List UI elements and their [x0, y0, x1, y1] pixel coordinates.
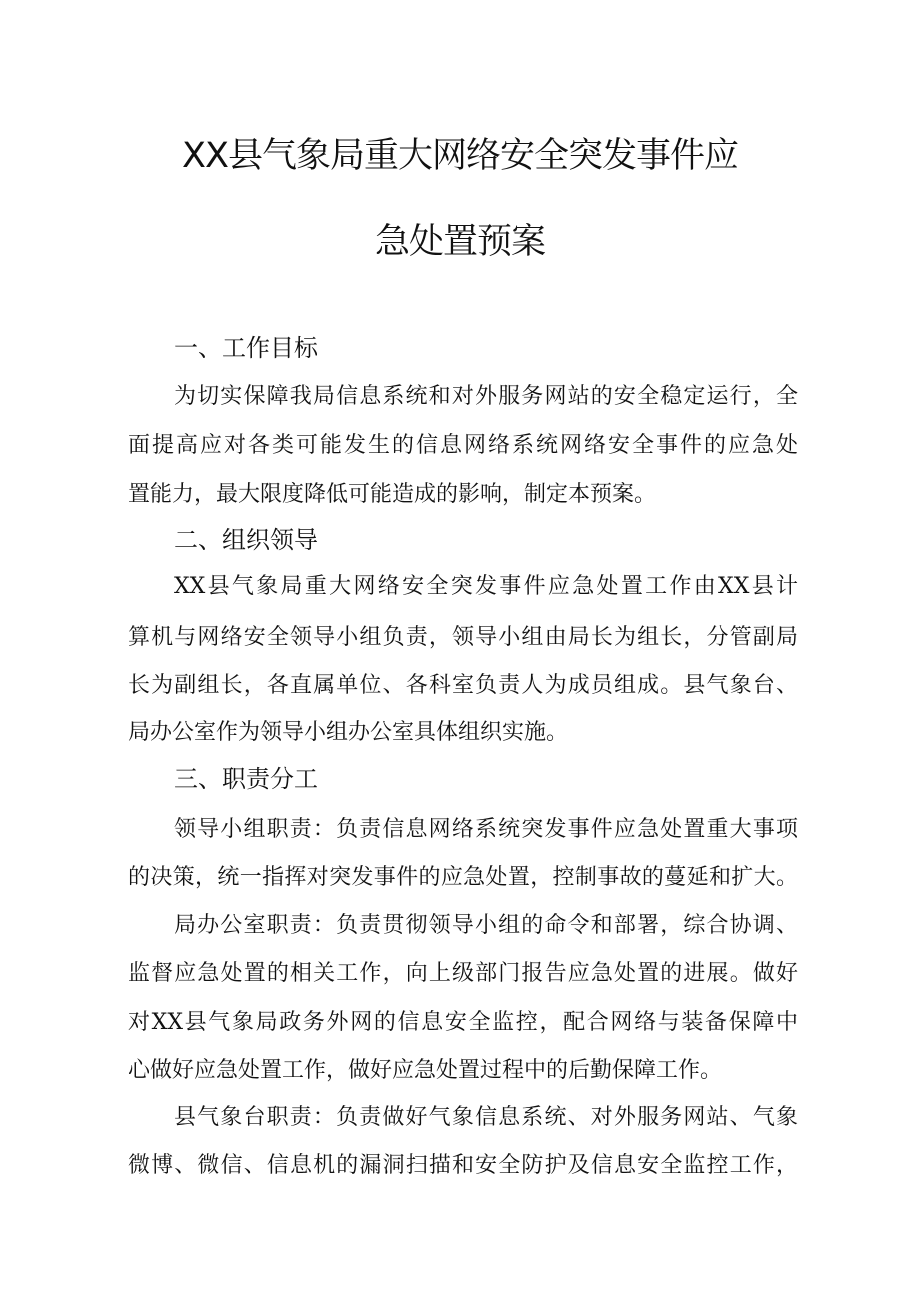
paragraph-line: 局办公室作为领导小组办公室具体组织实施。 [128, 720, 569, 745]
paragraph-line: 对XX县气象局政务外网的信息安全监控，配合网络与装备保障中 [128, 1010, 798, 1035]
paragraph-line: 置能力，最大限度降低可能造成的影响，制定本预案。 [128, 482, 657, 507]
document-title-line-1: XX县气象局重大网络安全突发事件应 [182, 136, 738, 176]
paragraph-line: 心做好应急处置工作，做好应急处置过程中的后勤保障工作。 [128, 1058, 723, 1083]
paragraph-line: 的决策，统一指挥对突发事件的应急处置，控制事故的蔓延和扩大。 [128, 865, 798, 890]
paragraph-line: 县气象台职责：负责做好气象信息系统、对外服务网站、气象 [174, 1105, 798, 1130]
paragraph-line: 微博、微信、信息机的漏洞扫描和安全防护及信息安全监控工作， [128, 1153, 798, 1178]
section-heading-responsibilities: 三、职责分工 [174, 765, 318, 793]
paragraph-line: 为切实保障我局信息系统和对外服务网站的安全稳定运行，全 [174, 384, 798, 409]
paragraph-line: 领导小组职责：负责信息网络系统突发事件应急处置重大事项 [174, 817, 798, 842]
section-heading-organization: 二、组织领导 [174, 526, 318, 554]
paragraph-line: XX县气象局重大网络安全突发事件应急处置工作由XX县计 [174, 574, 798, 599]
paragraph-line: 长为副组长，各直属单位、各科室负责人为成员组成。县气象台、 [128, 673, 798, 698]
paragraph-line: 面提高应对各类可能发生的信息网络系统网络安全事件的应急处 [128, 433, 798, 458]
section-heading-work-goal: 一、工作目标 [174, 334, 318, 362]
paragraph-line: 局办公室职责：负责贯彻领导小组的命令和部署，综合协调、 [174, 913, 798, 938]
paragraph-line: 算机与网络安全领导小组负责，领导小组由局长为组长，分管副局 [128, 625, 798, 650]
paragraph-line: 监督应急处置的相关工作，向上级部门报告应急处置的进展。做好 [128, 961, 798, 986]
document-title-line-2: 急处置预案 [374, 222, 545, 262]
